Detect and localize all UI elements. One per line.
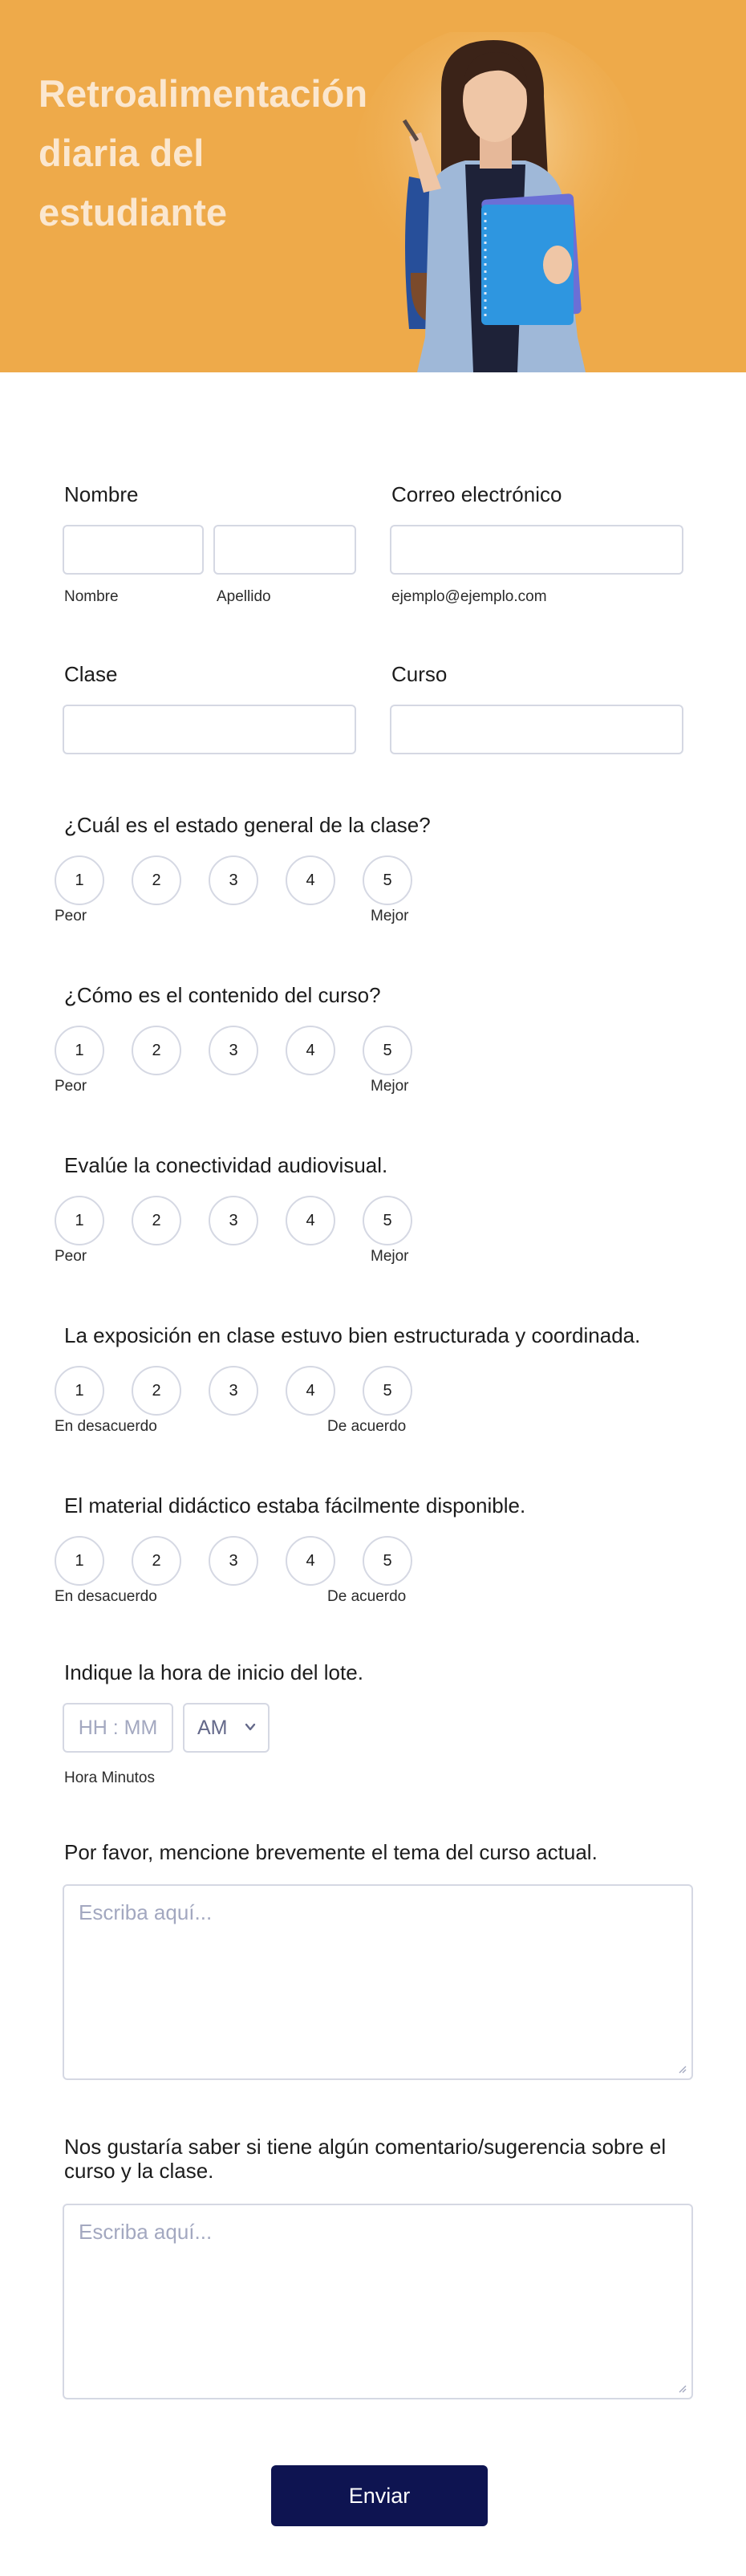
- student-illustration: [353, 32, 642, 372]
- chevron-down-icon: [244, 1721, 257, 1733]
- rating-option[interactable]: 1: [55, 855, 104, 905]
- rating-option[interactable]: 5: [363, 855, 412, 905]
- rating-option[interactable]: 2: [132, 1536, 181, 1586]
- rating-option[interactable]: 4: [286, 855, 335, 905]
- rating-option[interactable]: 3: [209, 855, 258, 905]
- class-label: Clase: [64, 662, 118, 686]
- rating-high-label: De acuerdo: [327, 1418, 407, 1435]
- rating-option[interactable]: 3: [209, 1196, 258, 1245]
- rating-question: ¿Cuál es el estado general de la clase?: [64, 813, 431, 837]
- rating-question: El material didáctico estaba fácilmente disponible.: [64, 1493, 526, 1518]
- feedback-form: [0, 372, 746, 2576]
- rating-option[interactable]: 5: [363, 1536, 412, 1586]
- form-title: Retroalimentación diaria del estudiante: [39, 72, 368, 234]
- rating-option[interactable]: 4: [286, 1366, 335, 1416]
- name-label: Nombre: [64, 482, 139, 506]
- rating-option[interactable]: 5: [363, 1196, 412, 1245]
- course-input[interactable]: [390, 705, 683, 754]
- resize-handle-icon[interactable]: [677, 2064, 687, 2074]
- rating-high-label: Mejor: [371, 1248, 409, 1265]
- time-sublabel: Hora Minutos: [64, 1769, 155, 1786]
- topic-placeholder: Escriba aquí...: [79, 1900, 213, 1924]
- resize-handle-icon[interactable]: [677, 2383, 687, 2393]
- rating-option[interactable]: 2: [132, 1026, 181, 1075]
- topic-label: Por favor, mencione brevemente el tema del curso actual.: [64, 1840, 598, 1864]
- ampm-value: AM: [197, 1716, 228, 1739]
- rating-option[interactable]: 1: [55, 1196, 104, 1245]
- rating-high-label: Mejor: [371, 1078, 409, 1095]
- rating-option[interactable]: 1: [55, 1366, 104, 1416]
- rating-low-label: En desacuerdo: [55, 1588, 157, 1605]
- rating-option[interactable]: 2: [132, 1196, 181, 1245]
- time-input[interactable]: HH : MM: [63, 1703, 173, 1753]
- class-input[interactable]: [63, 705, 356, 754]
- rating-option[interactable]: 5: [363, 1366, 412, 1416]
- rating-option[interactable]: 1: [55, 1536, 104, 1586]
- form-header: [0, 0, 746, 372]
- time-label: Indique la hora de inicio del lote.: [64, 1660, 363, 1684]
- rating-low-label: Peor: [55, 1248, 87, 1265]
- rating-high-label: De acuerdo: [327, 1588, 407, 1605]
- topic-textarea[interactable]: [63, 1884, 693, 2080]
- rating-option[interactable]: 2: [132, 855, 181, 905]
- rating-option[interactable]: 4: [286, 1026, 335, 1075]
- email-input[interactable]: [390, 525, 683, 575]
- rating-option[interactable]: 5: [363, 1026, 412, 1075]
- rating-option[interactable]: 3: [209, 1026, 258, 1075]
- rating-option[interactable]: 3: [209, 1536, 258, 1586]
- rating-option[interactable]: 1: [55, 1026, 104, 1075]
- last-name-sublabel: Apellido: [217, 588, 271, 605]
- comments-placeholder: Escriba aquí...: [79, 2220, 213, 2244]
- first-name-sublabel: Nombre: [64, 588, 119, 605]
- comments-textarea[interactable]: [63, 2204, 693, 2399]
- first-name-input[interactable]: [63, 525, 204, 575]
- rating-high-label: Mejor: [371, 908, 409, 924]
- rating-option[interactable]: 2: [132, 1366, 181, 1416]
- last-name-input[interactable]: [213, 525, 356, 575]
- rating-low-label: Peor: [55, 908, 87, 924]
- submit-button[interactable]: Enviar: [271, 2465, 488, 2526]
- rating-question: ¿Cómo es el contenido del curso?: [64, 983, 381, 1007]
- email-label: Correo electrónico: [391, 482, 562, 506]
- rating-option[interactable]: 4: [286, 1536, 335, 1586]
- ampm-select[interactable]: [183, 1703, 270, 1753]
- rating-option[interactable]: 4: [286, 1196, 335, 1245]
- comments-label: Nos gustaría saber si tiene algún comentario/sugerencia sobre el curso y la clase.: [64, 2135, 667, 2183]
- rating-low-label: Peor: [55, 1078, 87, 1095]
- rating-low-label: En desacuerdo: [55, 1418, 157, 1435]
- rating-question: Evalúe la conectividad audiovisual.: [64, 1153, 388, 1177]
- rating-question: La exposición en clase estuvo bien estructurada y coordinada.: [64, 1323, 641, 1347]
- course-label: Curso: [391, 662, 448, 686]
- email-sublabel: ejemplo@ejemplo.com: [391, 588, 547, 605]
- rating-option[interactable]: 3: [209, 1366, 258, 1416]
